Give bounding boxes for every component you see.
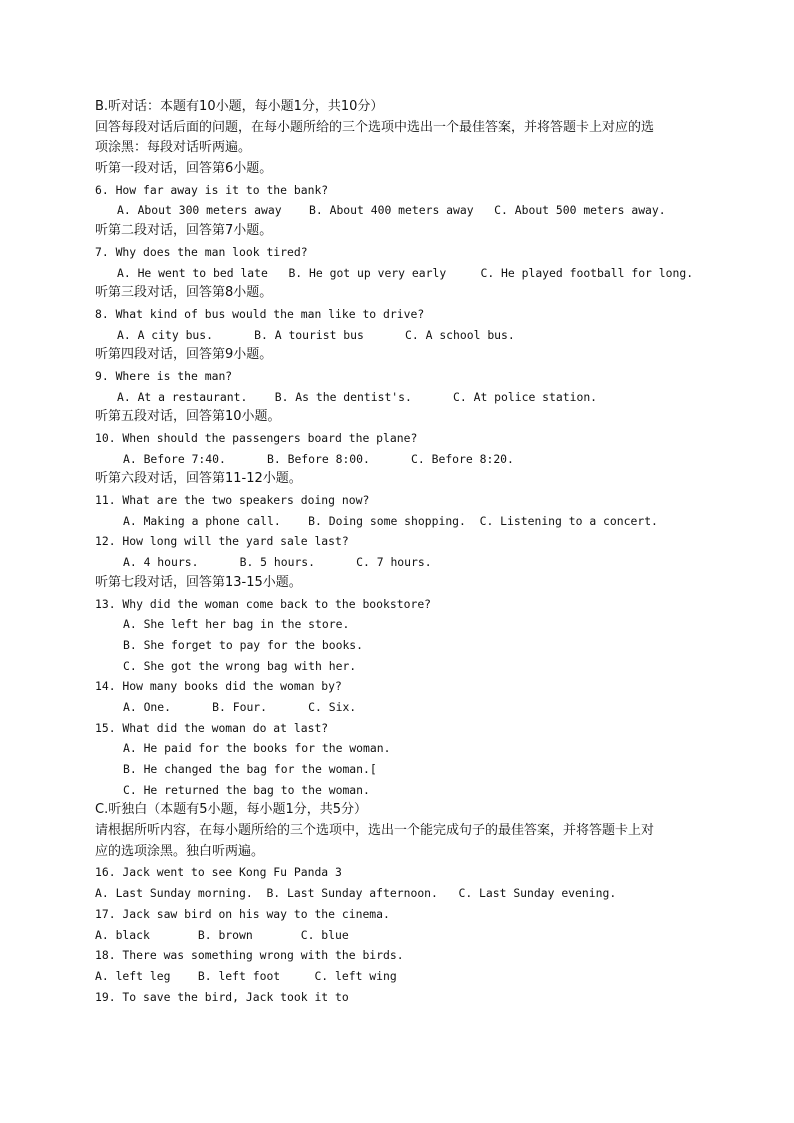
text-line: A. She left her bag in the store. — [123, 617, 350, 632]
text-line: A. He paid for the books for the woman. — [123, 741, 391, 756]
text-line: 14. How many books did the woman by? — [95, 679, 342, 694]
text-line: 应的选项涂黑。独白听两遍。 — [95, 843, 265, 859]
text-line: 听第三段对话，回答第8小题。 — [95, 285, 273, 301]
text-line: A. Making a phone call. B. Doing some shopping. C. Listening to a concert. — [123, 513, 658, 528]
text-line: 16. Jack went to see Kong Fu Panda 3 — [95, 865, 342, 880]
text-line: 13. Why did the woman come back to the bookstore? — [95, 596, 432, 611]
text-line: 15. What did the woman do at last? — [95, 720, 329, 735]
text-line: 6. How far away is it to the bank? — [95, 182, 329, 197]
text-line: B. She forget to pay for the books. — [123, 637, 364, 652]
text-line: 11. What are the two speakers doing now? — [95, 493, 370, 508]
text-line: 项涂黑：每段对话听两遍。 — [95, 140, 252, 156]
text-line: A. One. B. Four. C. Six. — [123, 699, 357, 714]
text-line: 18. There was something wrong with the birds. — [95, 948, 404, 963]
text-line: C.听独白（本题有5小题，每小题1分，共5分） — [95, 802, 368, 818]
text-line: 9. Where is the man? — [95, 368, 233, 383]
text-line: 回答每段对话后面的问题，在每小题所给的三个选项中选出一个最佳答案，并将答题卡上对应的选 — [95, 119, 655, 135]
text-line: 10. When should the passengers board the plane? — [95, 431, 418, 445]
text-line: A. left leg B. left foot C. left wing — [95, 968, 397, 983]
text-line: 请根据所听内容，在每小题所给的三个选项中，选出一个能完成句子的最佳答案，并将答题卡上对 — [95, 823, 655, 839]
text-line: 17. Jack saw bird on his way to the cinema. — [95, 906, 390, 921]
text-line: 听第一段对话，回答第6小题。 — [95, 161, 273, 177]
text-line: 7. Why does the man look tired? — [95, 244, 308, 259]
text-line: A. At a restaurant. B. As the dentist's. C. At police station. — [117, 389, 598, 404]
text-line: A. A city bus. B. A tourist bus C. A school bus. — [117, 327, 515, 342]
text-line: B.听对话：本题有10小题，每小题1分，共10分） — [95, 99, 384, 114]
text-line: C. She got the wrong bag with her. — [123, 658, 357, 673]
text-line: C. He returned the bag to the woman. — [123, 782, 370, 797]
text-line: 听第四段对话，回答第9小题。 — [95, 347, 273, 363]
text-line: A. About 300 meters away B. About 400 meters away C. About 500 meters away. — [117, 203, 666, 218]
text-line: 听第七段对话，回答第13-15小题。 — [95, 574, 302, 590]
text-line: 19. To save the bird, Jack took it to — [95, 989, 349, 1004]
text-line: A. 4 hours. B. 5 hours. C. 7 hours. — [123, 555, 432, 570]
text-line: 12. How long will the yard sale last? — [95, 534, 349, 549]
text-line: 听第五段对话，回答第10小题。 — [95, 409, 281, 425]
text-line: 8. What kind of bus would the man like to drive? — [95, 306, 425, 321]
text-line: B. He changed the bag for the woman.[ — [123, 762, 377, 776]
text-line: A. black B. brown C. blue — [95, 927, 349, 942]
text-line: A. Before 7:40. B. Before 8:00. C. Before 8:20. — [123, 451, 514, 466]
text-line: A. He went to bed late B. He got up very early C. He played football for long. — [117, 265, 694, 280]
text-line: 听第六段对话，回答第11-12小题。 — [95, 471, 302, 487]
document-body — [95, 97, 715, 1007]
text-line: 听第二段对话，回答第7小题。 — [95, 223, 273, 239]
text-line: A. Last Sunday morning. B. Last Sunday afternoon. C. Last Sunday evening. — [95, 886, 617, 901]
